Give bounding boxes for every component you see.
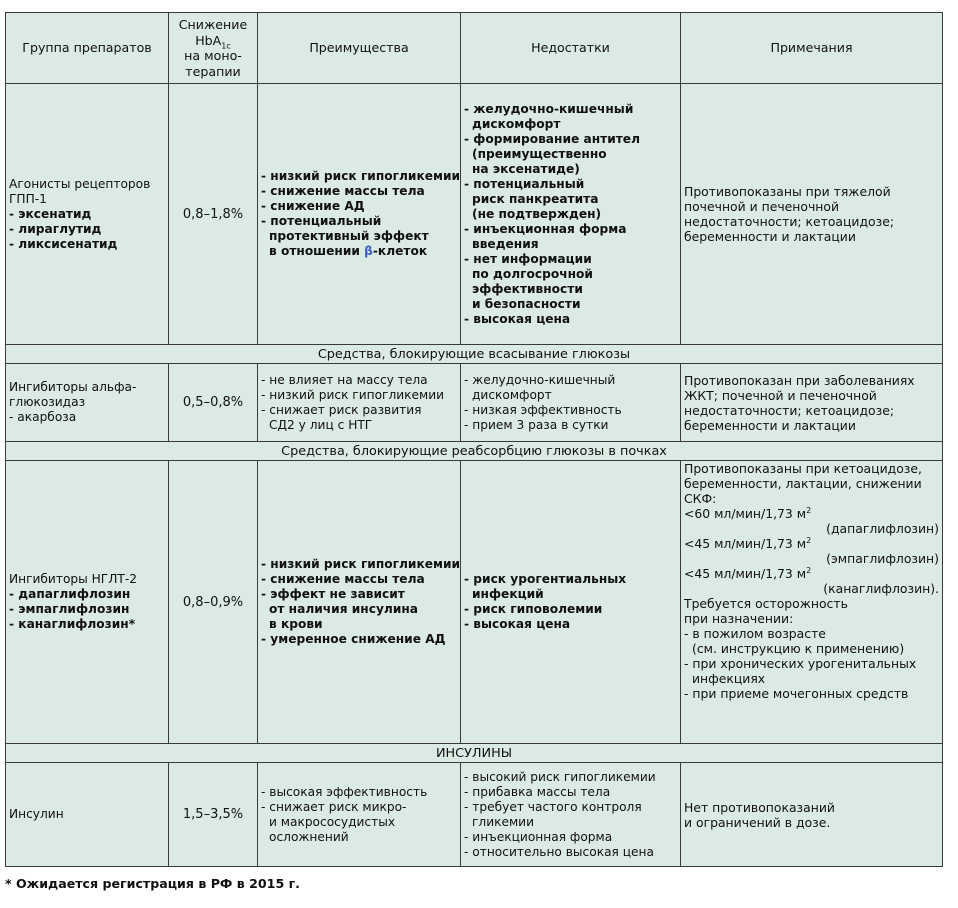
list-item: - низкий риск гипогликемии [261, 387, 445, 402]
cell-notes [681, 364, 943, 442]
cell-disadvantages [461, 364, 681, 442]
list-item: - потенциальный [261, 214, 382, 228]
note-line: СКФ: [684, 491, 717, 506]
list-item-cont: (преимущественно [472, 146, 607, 161]
cell-advantages [258, 84, 461, 345]
header-hba1c [169, 13, 258, 84]
list-item-cont: введения [472, 236, 539, 251]
section-row-absorption [6, 345, 943, 364]
drug-comparison-table [5, 12, 943, 867]
section-row-reabsorption [6, 442, 943, 461]
section-row-insulins [6, 744, 943, 763]
list-item: - инъекционная форма [464, 829, 613, 844]
group-drug: - дапаглифлозин [9, 587, 131, 601]
header-hba1c-line3: на моно- [184, 48, 242, 63]
header-disadvantages: Недостатки [461, 13, 681, 84]
list-item: - снижает риск развития [261, 402, 422, 417]
list-item: - высокий риск гипогликемии [464, 769, 656, 784]
group-drug: - ликсисенатид [9, 236, 118, 251]
cell-hba1c: 0,8–1,8% [169, 84, 258, 345]
cell-hba1c: 0,5–0,8% [169, 364, 258, 442]
cell-disadvantages [461, 461, 681, 744]
cell-disadvantages [461, 763, 681, 867]
list-item: - потенциальный [464, 176, 585, 191]
beta-symbol: β [364, 244, 373, 258]
note-line [684, 536, 939, 551]
list-item: - низкий риск гипогликемии [261, 169, 461, 183]
cell-advantages [258, 364, 461, 442]
note-line: недостаточности; кетоацидозе; [684, 214, 895, 229]
list-item-cont: инфекций [472, 587, 544, 601]
note-line: ЖКТ; почечной и печеночной [684, 387, 877, 403]
list-item: - риск гиповолемии [464, 602, 603, 616]
list-item-cont: СД2 у лиц с НТГ [269, 417, 373, 432]
note-line: Противопоказан при заболеваниях [684, 372, 915, 388]
note-line: при назначении: [684, 611, 794, 626]
list-item: - нет информации [464, 251, 592, 266]
list-item: - низкий риск гипогликемии [261, 557, 461, 571]
list-item: - прибавка массы тела [464, 784, 611, 799]
text: <45 мл/мин/1,73 м [684, 566, 807, 581]
group-title-line: Инсулин [9, 807, 64, 821]
table-row-alpha-glucosidase [6, 364, 943, 442]
list-item: - инъекционная форма [464, 221, 627, 236]
section-title: ИНСУЛИНЫ [6, 744, 943, 763]
group-drug: - эксенатид [9, 206, 92, 221]
note-line [684, 566, 939, 581]
cell-advantages [258, 763, 461, 867]
superscript: 2 [806, 565, 812, 575]
list-item-cont: и безопасности [472, 296, 581, 311]
note-line: беременности, лактации, снижении [684, 476, 922, 491]
list-item: - низкая эффективность [464, 402, 622, 417]
cell-group [6, 84, 169, 345]
list-item-cont [261, 244, 457, 259]
list-item-cont: эффективности [472, 281, 583, 296]
header-advantages: Преимущества [258, 13, 461, 84]
note-line: - при хронических урогенитальных [684, 656, 917, 671]
list-item: - формирование антител [464, 131, 640, 146]
note-line: (канаглифлозин). [823, 581, 939, 596]
list-item: - требует частого контроля [464, 799, 642, 814]
list-item: - относительно высокая цена [464, 844, 654, 859]
cell-group [6, 364, 169, 442]
list-item-cont: по долгосрочной [472, 266, 593, 281]
group-title-line: глюкозидаз [9, 395, 86, 409]
note-line: (дапаглифлозин) [826, 521, 939, 536]
cell-notes [681, 461, 943, 744]
header-row [6, 13, 943, 84]
cell-disadvantages [461, 84, 681, 345]
list-item: - снижение АД [261, 199, 365, 213]
note-line: беременности и лактации [684, 417, 856, 433]
group-drug: - эмпаглифлозин [9, 602, 130, 616]
list-item-cont: гликемии [472, 814, 535, 829]
list-item-cont: дискомфорт [472, 116, 561, 131]
text: в отношении [269, 244, 365, 258]
list-item-cont: на эксенатиде) [472, 161, 580, 176]
group-title-line: Ингибиторы НГЛТ-2 [9, 572, 137, 586]
list-item-cont: от наличия инсулина [269, 602, 419, 616]
group-title-line: Агонисты рецепторов [9, 176, 151, 191]
list-item: - высокая эффективность [261, 784, 428, 799]
footnote: * Ожидается регистрация в РФ в 2015 г. [5, 876, 300, 891]
cell-notes [681, 84, 943, 345]
list-item-cont: в крови [269, 617, 323, 631]
header-hba1c-sub: 1c [221, 41, 231, 51]
group-title-line: ГПП-1 [9, 191, 47, 206]
section-title: Средства, блокирующие всасывание глюкозы [6, 345, 943, 364]
header-hba1c-line2 [172, 33, 254, 49]
table-row-glp1 [6, 84, 943, 345]
group-drug: - лираглутид [9, 221, 102, 236]
cell-notes [681, 763, 943, 867]
note-line: инфекциях [692, 671, 766, 686]
cell-hba1c: 0,8–0,9% [169, 461, 258, 744]
list-item: - высокая цена [464, 617, 571, 631]
section-title: Средства, блокирующие реабсорбцию глюкозы в почках [6, 442, 943, 461]
list-item-cont: осложнений [269, 829, 349, 844]
list-item: - эффект не зависит [261, 587, 405, 601]
cell-group [6, 461, 169, 744]
list-item: - высокая цена [464, 311, 571, 326]
text: <45 мл/мин/1,73 м [684, 536, 807, 551]
group-drug: - канаглифлозин* [9, 617, 136, 631]
list-item: - умеренное снижение АД [261, 632, 446, 646]
group-drug: - акарбоза [9, 410, 77, 424]
note-line: беременности и лактации [684, 229, 856, 244]
list-item: - прием 3 раза в сутки [464, 417, 609, 432]
note-line: - в пожилом возрасте [684, 626, 826, 641]
header-hba1c-line4: терапии [185, 63, 241, 79]
list-item: - снижение массы тела [261, 184, 425, 198]
text: -клеток [372, 244, 428, 258]
list-item-cont: дискомфорт [472, 387, 552, 402]
note-line: Требуется осторожность [684, 596, 848, 611]
list-item: - риск урогентиальных [464, 572, 627, 586]
note-line [684, 506, 939, 521]
list-item: - желудочно-кишечный [464, 372, 616, 387]
header-hba1c-line1: Снижение [178, 17, 248, 32]
header-notes: Примечания [681, 13, 943, 84]
list-item: - не влияет на массу тела [261, 372, 428, 387]
list-item: - снижение массы тела [261, 572, 425, 586]
note-line: почечной и печеночной [684, 199, 840, 214]
note-line: (см. инструкцию к применению) [692, 641, 905, 656]
header-hba1c-base: HbA [195, 32, 222, 48]
list-item: - желудочно-кишечный [464, 101, 634, 116]
cell-advantages [258, 461, 461, 744]
note-line: Противопоказаны при тяжелой [684, 184, 891, 199]
text: <60 мл/мин/1,73 м [684, 506, 807, 521]
cell-group [6, 763, 169, 867]
header-group: Группа препаратов [6, 13, 169, 84]
note-line: Противопоказаны при кетоацидозе, [684, 461, 922, 476]
note-line: (эмпаглифлозин) [826, 551, 939, 566]
superscript: 2 [806, 505, 812, 515]
list-item: - снижает риск микро- [261, 799, 407, 814]
note-line: - при приеме мочегонных средств [684, 686, 909, 701]
superscript: 2 [806, 535, 812, 545]
note-line: недостаточности; кетоацидозе; [684, 402, 895, 418]
group-title-line: Ингибиторы альфа- [9, 380, 137, 394]
note-line: Нет противопоказаний [684, 799, 835, 815]
cell-hba1c: 1,5–3,5% [169, 763, 258, 867]
list-item-cont: протективный эффект [269, 229, 429, 243]
list-item-cont: и макрососудистых [269, 814, 396, 829]
table-row-insulin [6, 763, 943, 867]
list-item-cont: (не подтвержден) [472, 206, 602, 221]
table-row-sglt2 [6, 461, 943, 744]
note-line: и ограничений в дозе. [684, 814, 831, 830]
list-item-cont: риск панкреатита [472, 191, 599, 206]
